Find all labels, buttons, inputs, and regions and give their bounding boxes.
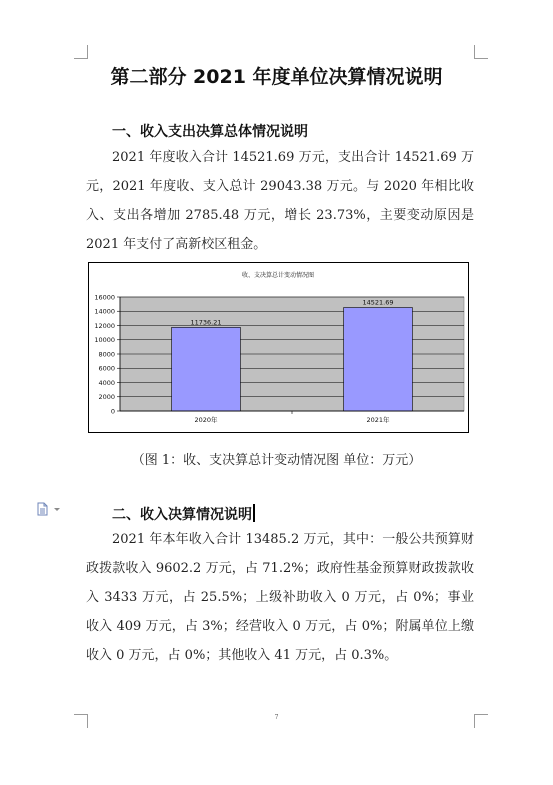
- y-tick-label: 6000: [98, 364, 115, 373]
- y-tick-label: 10000: [94, 336, 115, 345]
- page-number: 7: [274, 714, 279, 721]
- section-1-paragraph: 2021 年度收入合计 14521.69 万元，支出合计 14521.69 万元，2021 年度收、支入总计 29043.38 万元。与 2020 年相比收入、支出各增加 2785.48 万元，增长 23.73%，主要变动原因是 2021 年支付了高新校区租金。: [86, 150, 474, 252]
- data-label: 14521.69: [362, 298, 394, 307]
- chart-title: 收、支决算总计变动情况图: [241, 272, 315, 279]
- y-tick-label: 14000: [94, 307, 115, 316]
- y-tick-label: 0: [110, 407, 115, 416]
- x-category-label: 2021年: [366, 416, 390, 424]
- x-category-label: 2020年: [194, 416, 218, 424]
- y-tick-label: 12000: [94, 321, 115, 330]
- section-2-paragraph: 2021 年本年收入合计 13485.2 万元，其中：一般公共预算财政拨款收入 9602.2 万元，占 71.2%；政府性基金预算财政拨款收入 3433 万元，占 25.5%；上级补助收入 0 万元，占 0%；事业收入 409 万元，占 3%；经营收入 0 万元，占 0%；附属单位上缴收入 0 万元，占 0%；其他收入 41 万元，占 0.3%。: [86, 532, 474, 663]
- figure-caption: （图 1：收、支决算总计变动情况图 单位：万元）: [131, 453, 422, 468]
- section-heading-1: 一、收入支出决算总体情况说明: [112, 124, 308, 140]
- text-cursor: [253, 504, 255, 522]
- bar: [172, 327, 241, 411]
- document-icon[interactable]: [36, 502, 62, 516]
- y-tick-label: 2000: [98, 393, 115, 402]
- chevron-down-icon: [54, 508, 60, 511]
- page-title: 第二部分 2021 年度单位决算情况说明: [110, 66, 443, 88]
- chart-canvas: [89, 263, 468, 432]
- y-tick-label: 4000: [98, 378, 115, 387]
- section-heading-2-text: 二、收入决算情况说明: [112, 507, 252, 523]
- bar-chart: [88, 262, 469, 433]
- page-corner-mark: [74, 45, 88, 59]
- page-corner-mark: [474, 45, 488, 59]
- bar: [344, 308, 413, 411]
- y-tick-label: 16000: [94, 293, 115, 302]
- data-label: 11736.21: [190, 318, 222, 327]
- y-tick-label: 8000: [98, 350, 115, 359]
- section-heading-2: [112, 504, 255, 524]
